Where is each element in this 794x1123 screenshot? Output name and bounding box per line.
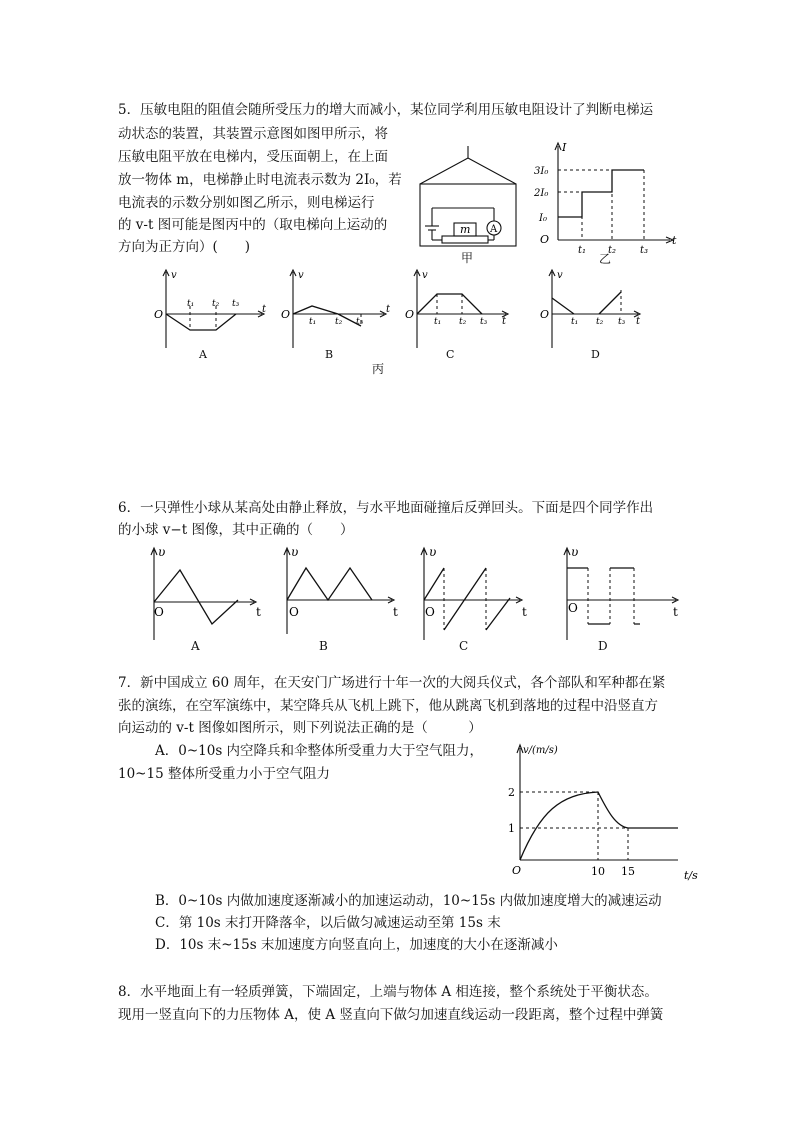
elevator-roof [420,158,516,184]
bing-a-v: v [171,270,177,281]
q6-label-b: B [319,639,328,653]
bing-a-t3: t₃ [232,299,240,309]
yi-tick-t1: t₁ [578,245,587,256]
bing-a-t: t [262,304,267,315]
bing-a-t2: t₂ [212,299,220,309]
q7-origin: O [512,864,522,877]
bing-graph-d [540,270,641,348]
bing-d-curve-1 [552,298,574,314]
bing-b-curve [293,306,361,326]
mass-label: m [460,223,471,236]
fig-yi-caption: 乙 [599,252,612,266]
yi-tick-t2: t₂ [608,245,617,256]
bing-graph-b [281,270,391,348]
q6-label-d: D [598,639,608,653]
bing-c-t: t [502,316,507,327]
bing-a-curve [166,314,236,330]
bing-graph-a [154,270,267,348]
bing-c-o: O [405,308,415,321]
q6-d-curve [567,568,640,624]
bing-d-t1: t₁ [571,317,579,327]
q7-option-b: B．0~10s 内做加速度逐渐减小的加速运动动，10~15s 内做加速度增大的减速运动 [155,893,662,909]
q8-line-2: 现用一竖直向下的力压物体 A，使 A 竖直向下做匀加速直线运动一段距离，整个过程中弹簧 [118,1007,664,1023]
q5-line-2: 动状态的装置，其装置示意图如图甲所示，将 [118,126,388,142]
q6-a-v: υ [158,545,166,559]
elevator-cabin [420,184,516,246]
bing-c-t1: t₁ [434,317,442,327]
bing-b-v: v [298,270,304,281]
bing-d-t2: t₂ [596,317,604,327]
fig-bing-caption: 丙 [372,362,385,376]
q6-d-t: t [673,605,678,619]
bing-a-t1: t₁ [187,299,195,309]
q6-c-t: t [522,605,527,619]
q7-y-label: v/(m/s) [523,745,558,756]
yi-axis-i: I [562,141,567,154]
q6-c-o: O [425,605,435,619]
q7-option-c: C．第 10s 末打开降落伞，以后做匀减速运动至第 15s 末 [155,915,501,931]
bing-d-t: t [636,316,641,327]
q6-c-curve-3 [486,598,510,630]
bing-b-t1: t₁ [309,317,317,327]
q7-tick-10: 10 [591,865,605,878]
fig-yi-current-graph [530,140,680,258]
bing-c-t2: t₂ [459,317,467,327]
q5-line-3: 压敏电阻平放在电梯内，受压面朝上，在上面 [118,149,388,165]
q7-velocity-graph [500,742,700,882]
q7-option-a-line-1: A．0~10s 内空降兵和伞整体所受重力大于空气阻力， [155,743,484,759]
bing-b-t2: t₂ [335,317,343,327]
q6-b-curve [287,568,372,600]
bing-b-t: t [386,304,391,315]
q5-line-6: 的 v-t 图可能是图丙中的（取电梯向上运动的 [118,217,388,233]
q7-line-3: 向运动的 v-t 图像如图所示，则下列说法正确的是（ ） [118,720,482,736]
yi-tick-2i0: 2I₀ [534,188,549,199]
q7-line-2: 张的演练，在空军演练中，某空降兵从飞机上跳下，他从跳离飞机到落地的过程中沿竖直方 [118,698,658,714]
q6-graphs [140,544,700,644]
fig-jia-caption: 甲 [461,251,474,265]
q6-a-o: O [154,605,164,619]
q6-graph-b [284,545,398,634]
bing-d-v: v [557,270,563,281]
fig-bing-graphs [150,268,670,360]
yi-tick-3i0: 3I₀ [534,166,549,177]
q7-tick-1: 1 [508,822,515,835]
q6-d-o: O [568,601,578,615]
q5-line-1: 5．压敏电阻的阻值会随所受压力的增大而减小，某位同学利用压敏电阻设计了判断电梯运 [118,102,654,118]
ammeter-label: A [490,224,498,235]
yi-tick-i0: I₀ [539,213,547,224]
q6-label-a: A [191,639,200,653]
bing-b-o: O [281,308,291,321]
q7-option-a-line-2: 10~15 整体所受重力小于空气阻力 [118,766,330,782]
yi-tick-t3: t₃ [640,245,649,256]
q8-line-1: 8．水平地面上有一轻质弹簧，下端固定，上端与物体 A 相连接，整个系统处于平衡状态。 [118,984,658,1000]
bing-label-a: A [199,348,207,361]
bing-a-o: O [154,308,164,321]
q6-b-v: υ [291,545,299,559]
bing-c-curve [417,294,482,314]
q6-c-v: υ [429,545,437,559]
yi-origin: O [540,233,550,246]
q6-b-t: t [393,605,398,619]
q6-graph-c [421,545,527,640]
q6-label-c: C [459,639,469,653]
bing-b-t3: t₃ [356,317,364,327]
q6-c-curve-1 [424,568,444,600]
q5-line-7: 方向为正方向）( ) [118,239,251,255]
q6-graph-a [151,545,261,640]
bing-label-c: C [446,348,455,361]
q7-line-1: 7．新中国成立 60 周年，在天安门广场进行十年一次的大阅兵仪式，各个部队和军种都在紧 [118,675,666,691]
yi-axis-t: t [672,234,677,247]
fig-jia-elevator-diagram [416,146,520,258]
q5-line-5: 电流表的示数分别如图乙所示，则电梯运行 [118,195,375,211]
q7-velocity-curve [520,792,678,860]
q7-tick-15: 15 [621,865,635,878]
q6-c-curve-2 [444,568,486,630]
pressure-resistor [442,236,488,243]
q6-line-1: 6．一只弹性小球从某高处由静止释放，与水平地面碰撞后反弹回头。下面是四个同学作出 [118,500,654,516]
q6-a-t: t [256,605,261,619]
bing-c-t3: t₃ [480,317,488,327]
yi-current-curve [558,170,644,217]
q6-graph-d [564,545,678,640]
bing-d-curve-2 [599,292,621,314]
q6-b-o: O [289,605,299,619]
q5-line-4: 放一物体 m，电梯静止时电流表示数为 2I₀，若 [118,172,402,188]
q7-option-d: D．10s 末~15s 末加速度方向竖直向上，加速度的大小在逐渐减小 [155,937,558,953]
q6-a-curve [154,570,238,624]
q6-d-v: υ [571,545,579,559]
bing-d-o: O [540,308,550,321]
q7-x-label: t/s [684,869,698,882]
bing-c-v: v [422,270,428,281]
q7-tick-2: 2 [508,786,515,799]
bing-label-b: B [325,348,334,361]
bing-graph-c [405,270,508,348]
q6-line-2: 的小球 v−t 图像，其中正确的（ ） [118,522,354,538]
bing-label-d: D [591,348,600,361]
bing-d-t3: t₃ [618,317,626,327]
